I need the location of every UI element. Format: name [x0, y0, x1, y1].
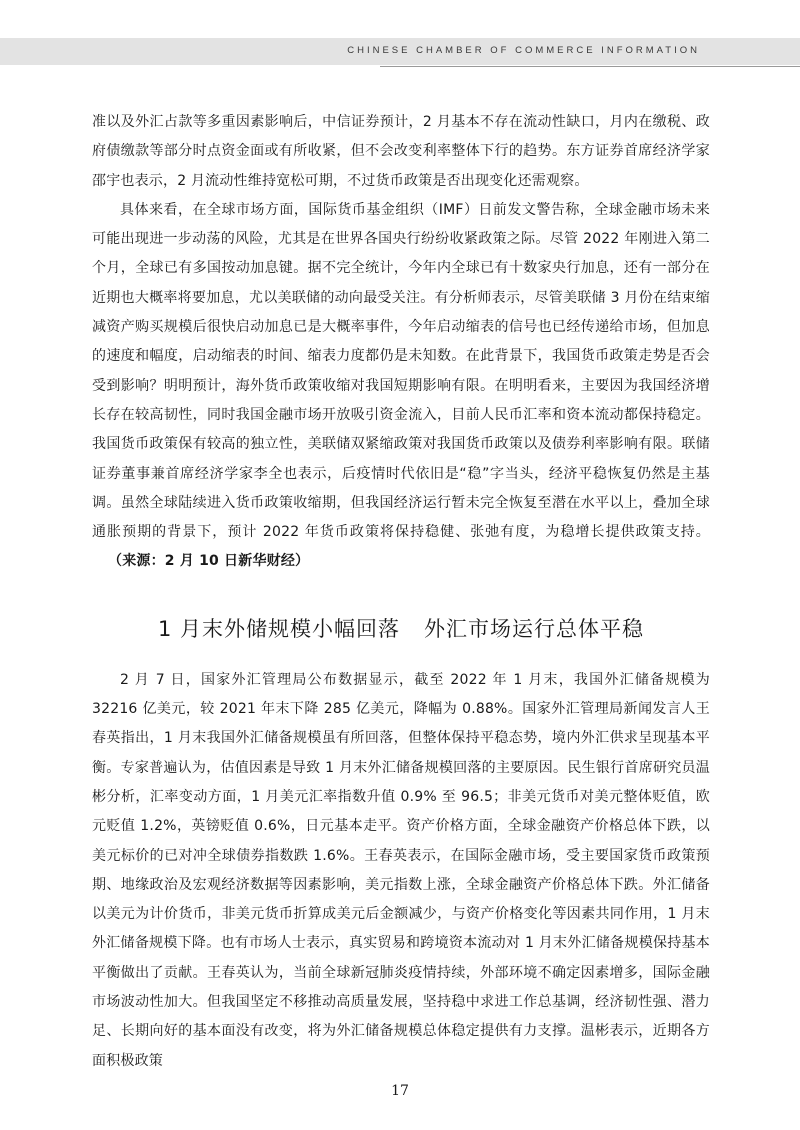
section-title-part-2: 外汇市场运行总体平稳 [424, 616, 645, 641]
source-citation: （来源：2 月 10 日新华财经） [108, 553, 310, 570]
section-title-part-1: 1 月末外储规模小幅回落 [157, 616, 401, 641]
page-number: 17 [391, 1083, 409, 1099]
article2-paragraph-1: 2 月 7 日，国家外汇管理局公布数据显示，截至 2022 年 1 月末，我国外汇储备规模为 32216 亿美元，较 2021 年末下降 285 亿美元，降幅为 0.88%。国家外汇管理局新闻发言人王春英指出，1 月末我国外汇储备规模虽有所回落，但整体保持平稳态势，境内外汇供求呈现基本平衡。专家普遍认为，估值因素是导致 1 月末外汇储备规模回落的主要原因。民生银行首席研究员温彬分析，汇率变动方面，1 月美元汇率指数升值 0.9% 至 96.5；非美元货币对美元整体贬值，欧元贬值 1.2%，英镑贬值 0.6%，日元基本走平。资产价格方面，全球金融资产价格总体下跌，以美元标价的已对冲全球债券指数跌 1.6%。王春英表示，在国际金融市场，受主要国家货币政策预期、地缘政治及宏观经济数据等因素影响，美元指数上涨，全球金融资产价格总体下跌。外汇储备以美元为计价货币，非美元货币折算成美元后金额减少，与资产价格变化等因素共同作用，1 月末外汇储备规模下降。也有市场人士表示，真实贸易和跨境资本流动对 1 月末外汇储备规模保持基本平衡做出了贡献。王春英认为，当前全球新冠肺炎疫情持续，外部环境不确定因素增多，国际金融市场波动性加大。但我国坚定不移推动高质量发展，坚持稳中求进工作总基调，经济韧性强、潜力足、长期向好的基本面没有改变，将为外汇储备规模总体稳定提供有力支撑。温彬表示，近期各方面积极政策 [92, 671, 710, 1069]
section-title [92, 614, 710, 644]
running-header: CHINESE CHAMBER OF COMMERCE INFORMATION [347, 45, 700, 56]
page-content [92, 108, 710, 1076]
article1-paragraph-2 [92, 196, 710, 577]
header-rule [380, 66, 800, 67]
article1-paragraph-2-text: 具体来看，在全球市场方面，国际货币基金组织（IMF）日前发文警告称，全球金融市场未来可能出现进一步动荡的风险，尤其是在世界各国央行纷纷收紧政策之际。尽管 2022 年刚进入第二个月，全球已有多国按动加息键。据不完全统计，今年内全球已有十数家央行加息，还有一部分在近期也大概率将要加息，尤以美联储的动向最受关注。有分析师表示，尽管美联储 3 月份在结束缩减资产购买规模后很快启动加息已是大概率事件，今年启动缩表的信号也已经传递给市场，但加息的速度和幅度，启动缩表的时间、缩表力度都仍是未知数。在此背景下，我国货币政策走势是否会受到影响？明明预计，海外货币政策收缩对我国短期影响有限。在明明看来，主要因为我国经济增长存在较高韧性，同时我国金融市场开放吸引资金流入，目前人民币汇率和资本流动都保持稳定。我国货币政策保有较高的独立性，美联储双紧缩政策对我国货币政策以及债券利率影响有限。联储证券董事兼首席经济学家李全也表示，后疫情时代依旧是“稳”字当头，经济平稳恢复仍然是主基调。虽然全球陆续进入货币政策收缩期，但我国经济运行暂未完全恢复至潜在水平以上，叠加全球通胀预期的背景下，预计 2022 年货币政策将保持稳健、张弛有度，为稳增长提供政策支持。 [92, 201, 710, 541]
article1-paragraph-1: 准以及外汇占款等多重因素影响后，中信证券预计，2 月基本不存在流动性缺口，月内在缴税、政府债缴款等部分时点资金面或有所收紧，但不会改变利率整体下行的趋势。东方证券首席经济学家邵宇也表示，2 月流动性维持宽松可期，不过货币政策是否出现变化还需观察。 [92, 114, 710, 189]
